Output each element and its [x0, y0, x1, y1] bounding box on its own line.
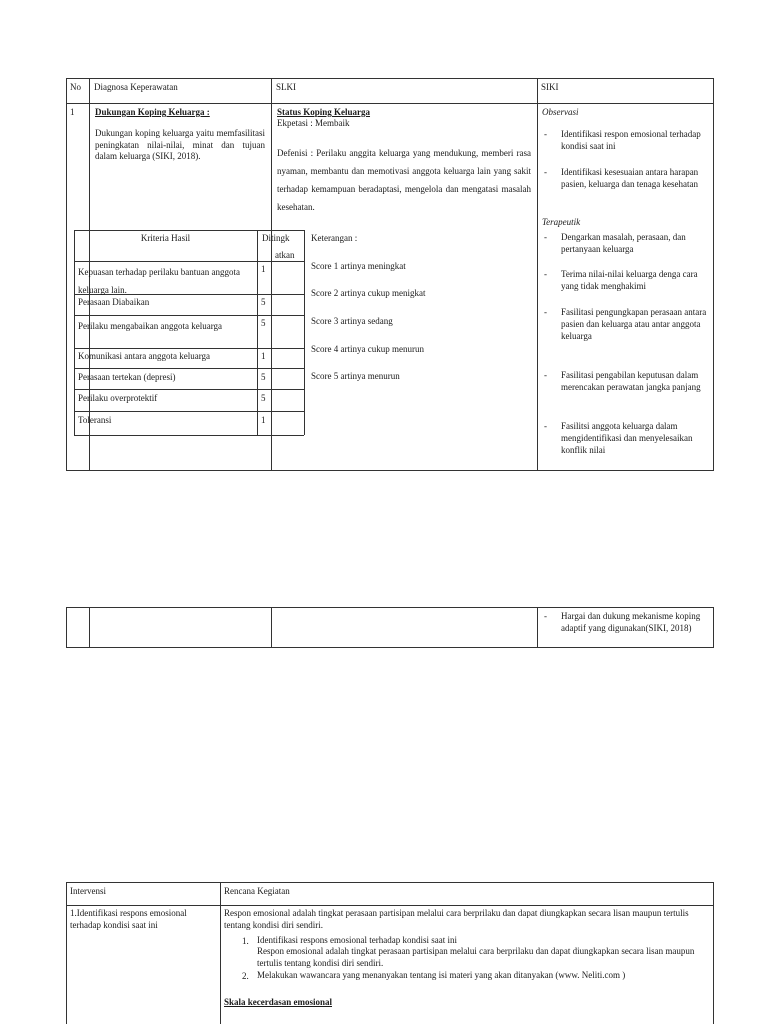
rencana-item-head: Melakukan wawancara yang menanyakan tentang isi materi yang akan ditanyakan (www. Neliti.com )	[257, 970, 626, 980]
keterangan-item: Score 4 artinya cukup menurun	[311, 344, 424, 354]
kriteria-header: Kriteria Hasil	[140, 233, 191, 243]
siki-terapeutik-title: Terapeutik	[542, 217, 581, 227]
header-siki: SIKI	[541, 82, 559, 92]
kriteria-label: Perilaku overprotektif	[78, 393, 158, 403]
header-slki: SLKI	[276, 82, 296, 92]
kriteria-label: Perasaan tertekan (depresi)	[78, 372, 176, 382]
siki-observasi-title: Observasi	[542, 107, 579, 117]
kriteria-score: 1	[261, 351, 266, 361]
header-rencana-kegiatan: Rencana Kegiatan	[224, 886, 290, 896]
siki-item-text: Identifikasi respon emosional terhadap kondisi saat ini	[561, 129, 701, 152]
kriteria-score: 1	[261, 264, 266, 274]
siki-item-text: Fasilitsi anggota keluarga dalam mengidentifikasi dan menyelesaikan konflik nilai	[561, 421, 693, 456]
keterangan-item: Score 3 artinya sedang	[311, 316, 393, 326]
kriteria-label: Kepuasan terhadap perilaku bantuan anggota keluarga lain.	[78, 267, 240, 295]
diagnosa-body: Dukungan koping keluarga yaitu memfasilitasi peningkatan nilai-nilai, minat dan tujuan dalam keluarga (SIKI, 2018).	[95, 128, 265, 162]
rencana-item-head: Identifikasi respons emosional terhadap kondisi saat ini	[257, 935, 457, 945]
intervensi-item: 1.Identifikasi respons emosional terhadap kondisi saat ini	[70, 908, 187, 930]
slki-title: Status Koping Keluarga	[277, 107, 371, 117]
kriteria-score: 5	[261, 372, 266, 382]
kriteria-label: Toleransi	[78, 415, 112, 425]
siki-item-text: Fasilitasi pengabilan keputusan dalam merencakan perawatan jangka panjang	[561, 370, 701, 393]
rencana-item-number: 1.	[242, 936, 249, 946]
kriteria-label: Perilaku mengabaikan anggota keluarga	[78, 321, 223, 331]
slki-ekspetasi: Ekpetasi : Membaik	[277, 118, 350, 128]
dash-bullet: -	[544, 421, 547, 431]
keterangan-title: Keterangan :	[311, 233, 358, 243]
siki-item-text: Identifikasi kesesuaian antara harapan pasien, keluarga dan tenaga kesehatan	[561, 167, 699, 190]
ditingkatkan-header-2: atkan	[275, 250, 295, 260]
header-no: No	[70, 82, 81, 92]
dash-bullet: -	[544, 232, 547, 242]
kriteria-score: 5	[261, 393, 266, 403]
rencana-intro: Respon emosional adalah tingkat perasaan partisipan melalui cara berprilaku dan dapat diungkapkan secara lisan maupun tertulis tentang kondisi diri sendiri.	[224, 908, 689, 930]
skala-title: Skala kecerdasan emosional	[224, 997, 333, 1007]
siki-item-text: Fasilitasi pengungkapan perasaan antara pasien dan keluarga atau antar anggota keluarga	[561, 307, 707, 342]
dash-bullet: -	[544, 307, 547, 317]
row-number: 1	[70, 107, 75, 117]
dash-bullet: -	[544, 370, 547, 380]
slki-definisi: Defenisi : Perilaku anggita keluarga yang mendukung, memberi rasa nyaman, membantu dan memotivasi anggota keluarga lain yang sakit terhadap kemampuan beradaptasi, mengelola dan mengatasi masalah kesehatan.	[277, 148, 531, 212]
rencana-item-number: 2.	[242, 971, 249, 981]
kriteria-score: 5	[261, 318, 266, 328]
siki-item-text: Terima nilai-nilai keluarga denga cara yang tidak menghakimi	[561, 269, 698, 292]
siki-item-text: Hargai dan dukung mekanisme koping adaptif yang digunakan(SIKI, 2018)	[561, 611, 701, 634]
siki-item-text: Dengarkan masalah, perasaan, dan pertanyaan keluarga	[561, 232, 686, 255]
dash-bullet: -	[544, 167, 547, 177]
kriteria-score: 5	[261, 297, 266, 307]
dash-bullet: -	[544, 269, 547, 279]
keterangan-item: Score 2 artinya cukup menigkat	[311, 288, 426, 298]
keterangan-item: Score 1 artinya meningkat	[311, 261, 406, 271]
diagnosa-title: Dukungan Koping Keluarga :	[95, 107, 210, 117]
kriteria-label: Perasaan Diabaikan	[78, 297, 150, 307]
rencana-item-body: Respon emosional adalah tingkat perasaan partisipan melalui cara berprilaku dan dapat diungkapkan secara lisan maupun tertulis tentang kondisi diri sendiri.	[257, 946, 695, 968]
keterangan-item: Score 5 artinya menurun	[311, 371, 400, 381]
kriteria-score: 1	[261, 415, 266, 425]
header-intervensi: Intervensi	[70, 886, 106, 896]
dash-bullet: -	[544, 129, 547, 139]
kriteria-label: Komunikasi antara anggota keluarga	[78, 351, 211, 361]
dash-bullet: -	[544, 611, 547, 621]
header-diagnosa: Diagnosa Keperawatan	[94, 82, 178, 92]
ditingkatkan-header-1: Ditingk	[262, 233, 290, 243]
